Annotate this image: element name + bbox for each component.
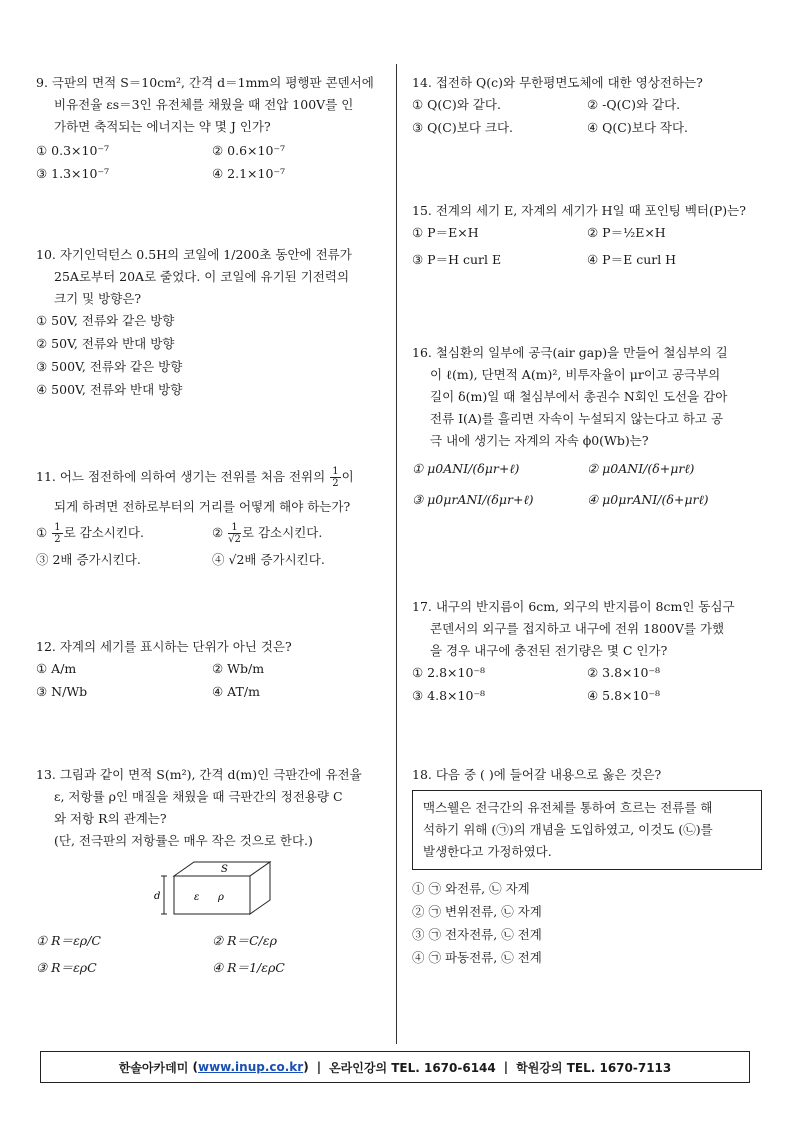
q13-capacitor-figure — [36, 856, 388, 926]
question-9 — [36, 72, 388, 184]
q17-option-2[interactable]: ② 3.8×10⁻⁸ — [587, 665, 661, 680]
q13-line-4: (단, 전극판의 저항률은 매우 작은 것으로 한다.) — [54, 833, 313, 848]
q11-option-1[interactable]: ① $\frac{1}{2}$ 로 감소시킨다. — [36, 522, 144, 545]
q9-line-1: 9. 극판의 면적 S＝10cm², 간격 d＝1mm의 평행판 콘덴서에 — [36, 75, 374, 90]
q18-passage-box — [412, 790, 762, 870]
question-15 — [412, 200, 762, 270]
q16-option-1[interactable]: ① μ0ANI/(δμr+ℓ) — [412, 461, 520, 476]
q13-line-1: 13. 그림과 같이 면적 S(m²), 간격 d(m)인 극판간에 유전율 — [36, 767, 362, 782]
q13-option-2[interactable]: ② R＝C/ερ — [212, 933, 277, 948]
q18-option-3[interactable]: ③ ㉠ 전자전류, ㉡ 전계 — [412, 927, 542, 942]
q14-option-3[interactable]: ③ Q(C)보다 크다. — [412, 120, 513, 135]
question-16 — [412, 342, 762, 510]
q17-line-2: 콘덴서의 외구를 접지하고 내구에 전위 1800V를 가했 — [430, 621, 725, 636]
footer-academy-name: 한솔아카데미 — [118, 1060, 189, 1075]
fig-label-d: d — [154, 891, 161, 902]
q11-stem-b: 이 — [341, 469, 354, 484]
q9-option-3[interactable]: ③ 1.3×10⁻⁷ — [36, 166, 110, 181]
q10-line-1: 10. 자기인덕턴스 0.5H의 코일에 1/200초 동안에 전류가 — [36, 247, 352, 262]
q17-option-4[interactable]: ④ 5.8×10⁻⁸ — [587, 688, 661, 703]
fig-label-rho: ρ — [218, 892, 224, 903]
question-12 — [36, 636, 388, 702]
q11-opt1-num: 1 — [54, 522, 61, 533]
q13-line-2: ε, 저항률 ρ인 매질을 채웠을 때 극판간의 정전용량 C — [54, 789, 343, 804]
q15-option-2[interactable]: ② P＝½E×H — [587, 225, 666, 240]
q12-option-2[interactable]: ② Wb/m — [212, 661, 265, 676]
q11-opt1-text: 로 감소시킨다. — [63, 525, 144, 540]
q11-option-2[interactable]: ② $\frac{1}{√2}$ 로 감소시킨다. — [212, 522, 323, 545]
q11-stem-fraction — [330, 466, 340, 489]
fig-label-eps: ε — [194, 892, 200, 903]
q17-option-1[interactable]: ① 2.8×10⁻⁸ — [412, 665, 486, 680]
q11-opt1-frac — [52, 522, 62, 545]
footer-website-link[interactable]: www.inup.co.kr — [197, 1060, 304, 1074]
q15-line-1: 15. 전계의 세기 E, 자계의 세기가 H일 때 포인팅 벡터(P)는? — [412, 203, 746, 218]
q10-line-2: 25A로부터 20A로 줄었다. 이 코일에 유기된 기전력의 — [54, 269, 350, 284]
q18-option-4[interactable]: ④ ㉠ 파동전류, ㉡ 전계 — [412, 950, 542, 965]
page-footer: 한솔아카데미 ( www.inup.co.kr ) | 온라인강의 TEL. 1670-6144 | 학원강의 TEL. 1670-7113 — [40, 1051, 750, 1083]
q16-line-4: 전류 I(A)를 흘리면 자속이 누설되지 않는다고 하고 공 — [430, 411, 724, 426]
q11-opt2-text: 로 감소시킨다. — [241, 525, 323, 540]
q11-option-3[interactable]: ③ 2배 증가시킨다. — [36, 552, 141, 567]
q18-line-1: 18. 다음 중 ( )에 들어갈 내용으로 옳은 것은? — [412, 767, 662, 782]
q18-box-line-1: 맥스웰은 전극간의 유전체를 통하여 흐르는 전류를 해 — [423, 800, 713, 815]
q10-option-3[interactable]: ③ 500V, 전류와 같은 방향 — [36, 359, 183, 374]
q11-opt2-den: √2 — [228, 534, 241, 545]
question-10 — [36, 244, 388, 400]
q11-opt2-frac — [228, 522, 241, 545]
q16-line-5: 극 내에 생기는 자계의 자속 ϕ0(Wb)는? — [430, 433, 649, 448]
q9-option-1[interactable]: ① 0.3×10⁻⁷ — [36, 143, 110, 158]
q16-option-4[interactable]: ④ μ0μrANI/(δ+μrℓ) — [587, 492, 709, 507]
q12-option-3[interactable]: ③ N/Wb — [36, 684, 88, 699]
q15-option-3[interactable]: ③ P＝H curl E — [412, 252, 502, 267]
question-9-stem — [36, 72, 388, 138]
q18-option-2[interactable]: ② ㉠ 변위전류, ㉡ 자계 — [412, 904, 542, 919]
q10-option-4[interactable]: ④ 500V, 전류와 반대 방향 — [36, 382, 183, 397]
q16-line-3: 길이 δ(m)일 때 철심부에서 총권수 N회인 도선을 감아 — [430, 389, 728, 404]
q16-option-2[interactable]: ② μ0ANI/(δ+μrℓ) — [587, 461, 695, 476]
q14-option-2[interactable]: ② -Q(C)와 같다. — [587, 97, 681, 112]
q9-line-3: 가하면 축적되는 에너지는 약 몇 J 인가? — [54, 119, 271, 134]
q14-line-1: 14. 접전하 Q(c)와 무한평면도체에 대한 영상전하는? — [412, 75, 703, 90]
q9-option-4[interactable]: ④ 2.1×10⁻⁷ — [212, 166, 286, 181]
q12-option-4[interactable]: ④ AT/m — [212, 684, 260, 699]
column-divider — [396, 64, 397, 1044]
footer-online-phone: 온라인강의 TEL. 1670-6144 — [329, 1060, 496, 1075]
fig-label-s: S — [221, 864, 228, 875]
q13-line-3: 와 저항 R의 관계는? — [54, 811, 167, 826]
q14-option-1[interactable]: ① Q(C)와 같다. — [412, 97, 501, 112]
q11-frac-num: 1 — [332, 466, 339, 477]
q13-option-3[interactable]: ③ R＝ερC — [36, 960, 97, 975]
q18-box-line-3: 발생한다고 가정하였다. — [423, 844, 552, 859]
question-14 — [412, 72, 762, 138]
q16-line-2: 이 ℓ(m), 단면적 A(m)², 비투자율이 μr이고 공극부의 — [430, 367, 721, 382]
q15-option-1[interactable]: ① P＝E×H — [412, 225, 479, 240]
q13-option-1[interactable]: ① R＝ερ/C — [36, 933, 101, 948]
question-17 — [412, 596, 762, 706]
q11-frac-den: 2 — [332, 478, 339, 489]
q12-line-1: 12. 자계의 세기를 표시하는 단위가 아닌 것은? — [36, 639, 292, 654]
q11-opt2-num: 1 — [228, 522, 241, 534]
q13-option-4[interactable]: ④ R＝1/ερC — [212, 960, 285, 975]
footer-separator-1: | — [316, 1060, 322, 1074]
q12-option-1[interactable]: ① A/m — [36, 661, 77, 676]
q10-line-3: 크기 및 방향은? — [54, 291, 142, 306]
q15-option-4[interactable]: ④ P＝E curl H — [587, 252, 677, 267]
question-11 — [36, 462, 388, 570]
q11-line-2: 되게 하려면 전하로부터의 거리를 어떻게 해야 하는가? — [54, 499, 351, 514]
q11-option-4[interactable]: ④ √2배 증가시킨다. — [212, 552, 325, 567]
q11-stem-a: 11. 어느 점전하에 의하여 생기는 전위를 처음 전위의 — [36, 469, 326, 484]
q10-option-2[interactable]: ② 50V, 전류와 반대 방향 — [36, 336, 175, 351]
q17-option-3[interactable]: ③ 4.8×10⁻⁸ — [412, 688, 486, 703]
q10-option-1[interactable]: ① 50V, 전류와 같은 방향 — [36, 313, 175, 328]
q11-opt1-den: 2 — [54, 534, 61, 545]
question-18 — [412, 764, 762, 968]
plate-front-face — [174, 876, 250, 914]
q18-option-1[interactable]: ① ㉠ 와전류, ㉡ 자계 — [412, 881, 530, 896]
footer-separator-2: | — [503, 1060, 509, 1074]
q16-option-3[interactable]: ③ μ0μrANI/(δμr+ℓ) — [412, 492, 534, 507]
q17-line-3: 을 경우 내구에 충전된 전기량은 몇 C 인가? — [430, 643, 668, 658]
q18-box-line-2: 석하기 위해 (㉠)의 개념을 도입하였고, 이것도 (㉡)를 — [423, 822, 713, 837]
q17-line-1: 17. 내구의 반지름이 6cm, 외구의 반지름이 8cm인 동심구 — [412, 599, 735, 614]
q11-line-1 — [36, 462, 388, 492]
q9-option-2[interactable]: ② 0.6×10⁻⁷ — [212, 143, 286, 158]
q9-line-2: 비유전율 εs＝3인 유전체를 채웠을 때 전압 100V를 인 — [54, 97, 354, 112]
q14-option-4[interactable]: ④ Q(C)보다 작다. — [587, 120, 688, 135]
footer-offline-phone: 학원강의 TEL. 1670-7113 — [516, 1060, 672, 1075]
q16-line-1: 16. 철심환의 일부에 공극(air gap)을 만들어 철심부의 길 — [412, 345, 728, 360]
question-13 — [36, 764, 388, 978]
